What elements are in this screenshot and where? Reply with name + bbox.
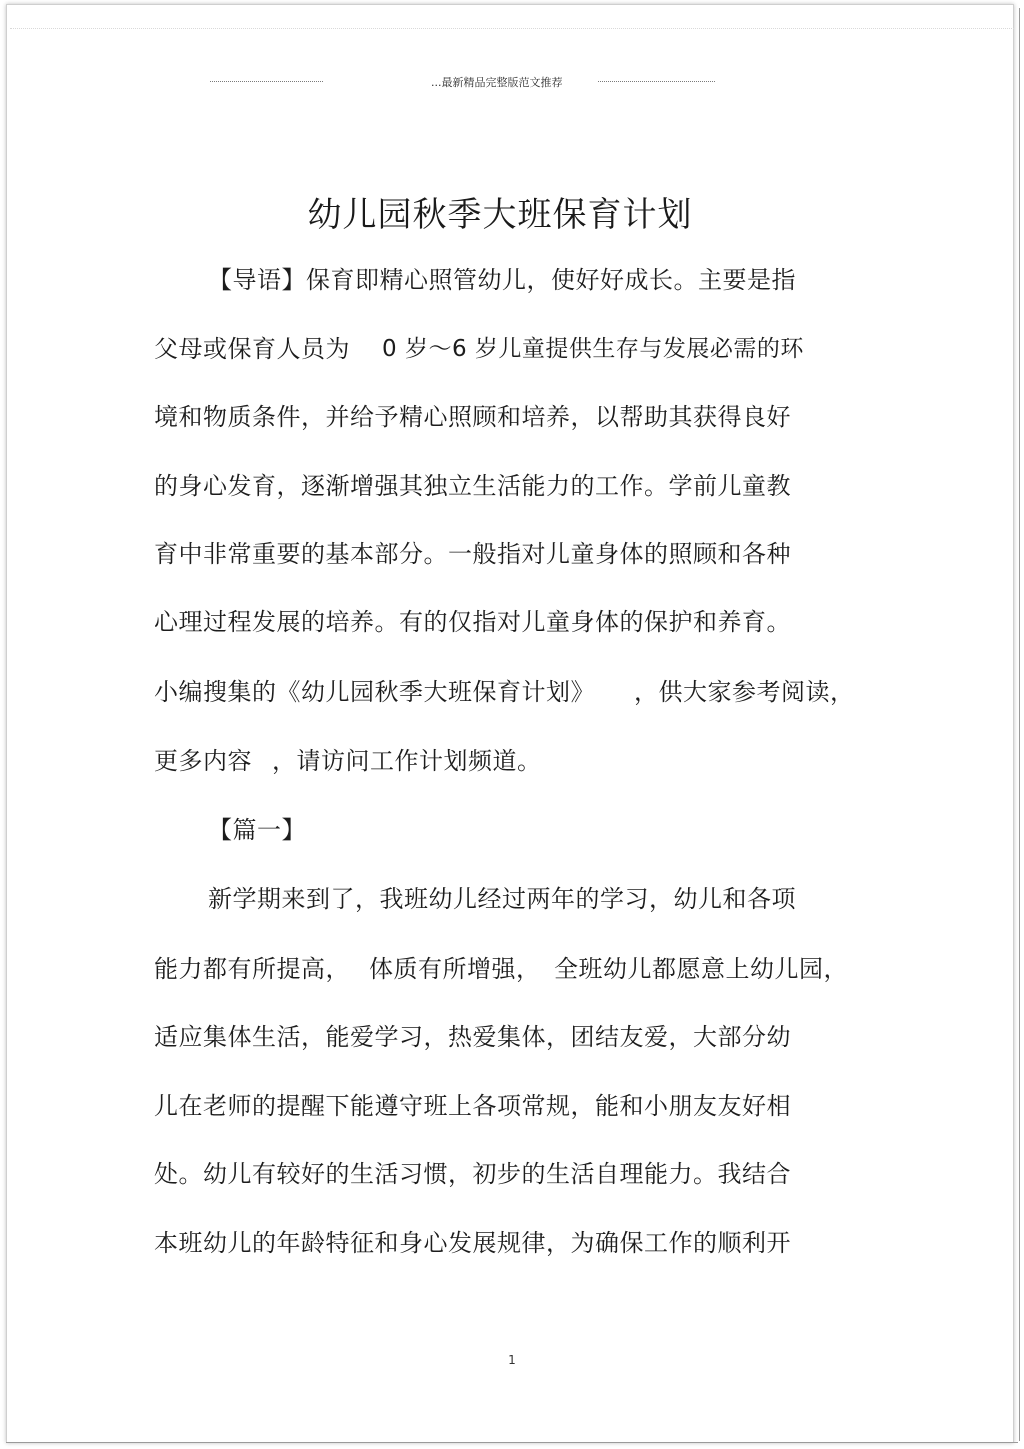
body-line-segment: ，供大家参考阅读， — [634, 678, 855, 706]
body-line: 心理过程发展的培养。有的仅指对儿童身体的保护和养育。 — [154, 608, 791, 636]
page-number: 1 — [508, 1353, 516, 1367]
body-line: 更多内容 — [154, 747, 252, 775]
body-line: 的身心发育，逐渐增强其独立生活能力的工作。学前儿童教 — [154, 472, 791, 500]
body-line: 能力都有所提高， — [154, 955, 350, 983]
body-line: 本班幼儿的年龄特征和身心发展规律，为确保工作的顺利开 — [154, 1229, 791, 1257]
body-line-segment: ，请访问工作计划频道。 — [272, 747, 542, 775]
running-header — [210, 74, 715, 92]
page-bottom-edge — [6, 1442, 1018, 1443]
document-title: 幼儿园秋季大班保育计划 — [307, 195, 693, 235]
body-line: 父母或保育人员为 — [154, 335, 350, 363]
body-line: 适应集体生活，能爱学习，热爱集体，团结友爱，大部分幼 — [154, 1023, 791, 1051]
body-line-segment: 全班幼儿都愿意上幼儿园， — [554, 955, 848, 983]
body-line-segment: 0 岁～6 岁儿童提供生存与发展必需的环 — [382, 336, 804, 362]
body-line: 处。幼儿有较好的生活习惯，初步的生活自理能力。我结合 — [154, 1160, 791, 1188]
header-dotted-rule-right — [598, 81, 715, 82]
section-heading: 【篇一】 — [208, 816, 306, 844]
body-line-segment: 体质有所增强， — [369, 955, 541, 983]
page-top-edge — [10, 18, 1014, 29]
body-line: 【导语】保育即精心照管幼儿，使好好成长。主要是指 — [208, 266, 796, 294]
body-line: 儿在老师的提醒下能遵守班上各项常规，能和小朋友友好相 — [154, 1092, 791, 1120]
running-header-text: ...最新精品完整版范文推荐 — [431, 76, 563, 89]
page-right-edge — [1019, 8, 1020, 1441]
header-dotted-rule-left — [210, 81, 323, 82]
body-line: 小编搜集的《幼儿园秋季大班保育计划》 — [154, 678, 595, 706]
body-line: 境和物质条件，并给予精心照顾和培养，以帮助其获得良好 — [154, 403, 791, 431]
body-line: 新学期来到了，我班幼儿经过两年的学习，幼儿和各项 — [208, 885, 796, 913]
body-line: 育中非常重要的基本部分。一般指对儿童身体的照顾和各种 — [154, 540, 791, 568]
